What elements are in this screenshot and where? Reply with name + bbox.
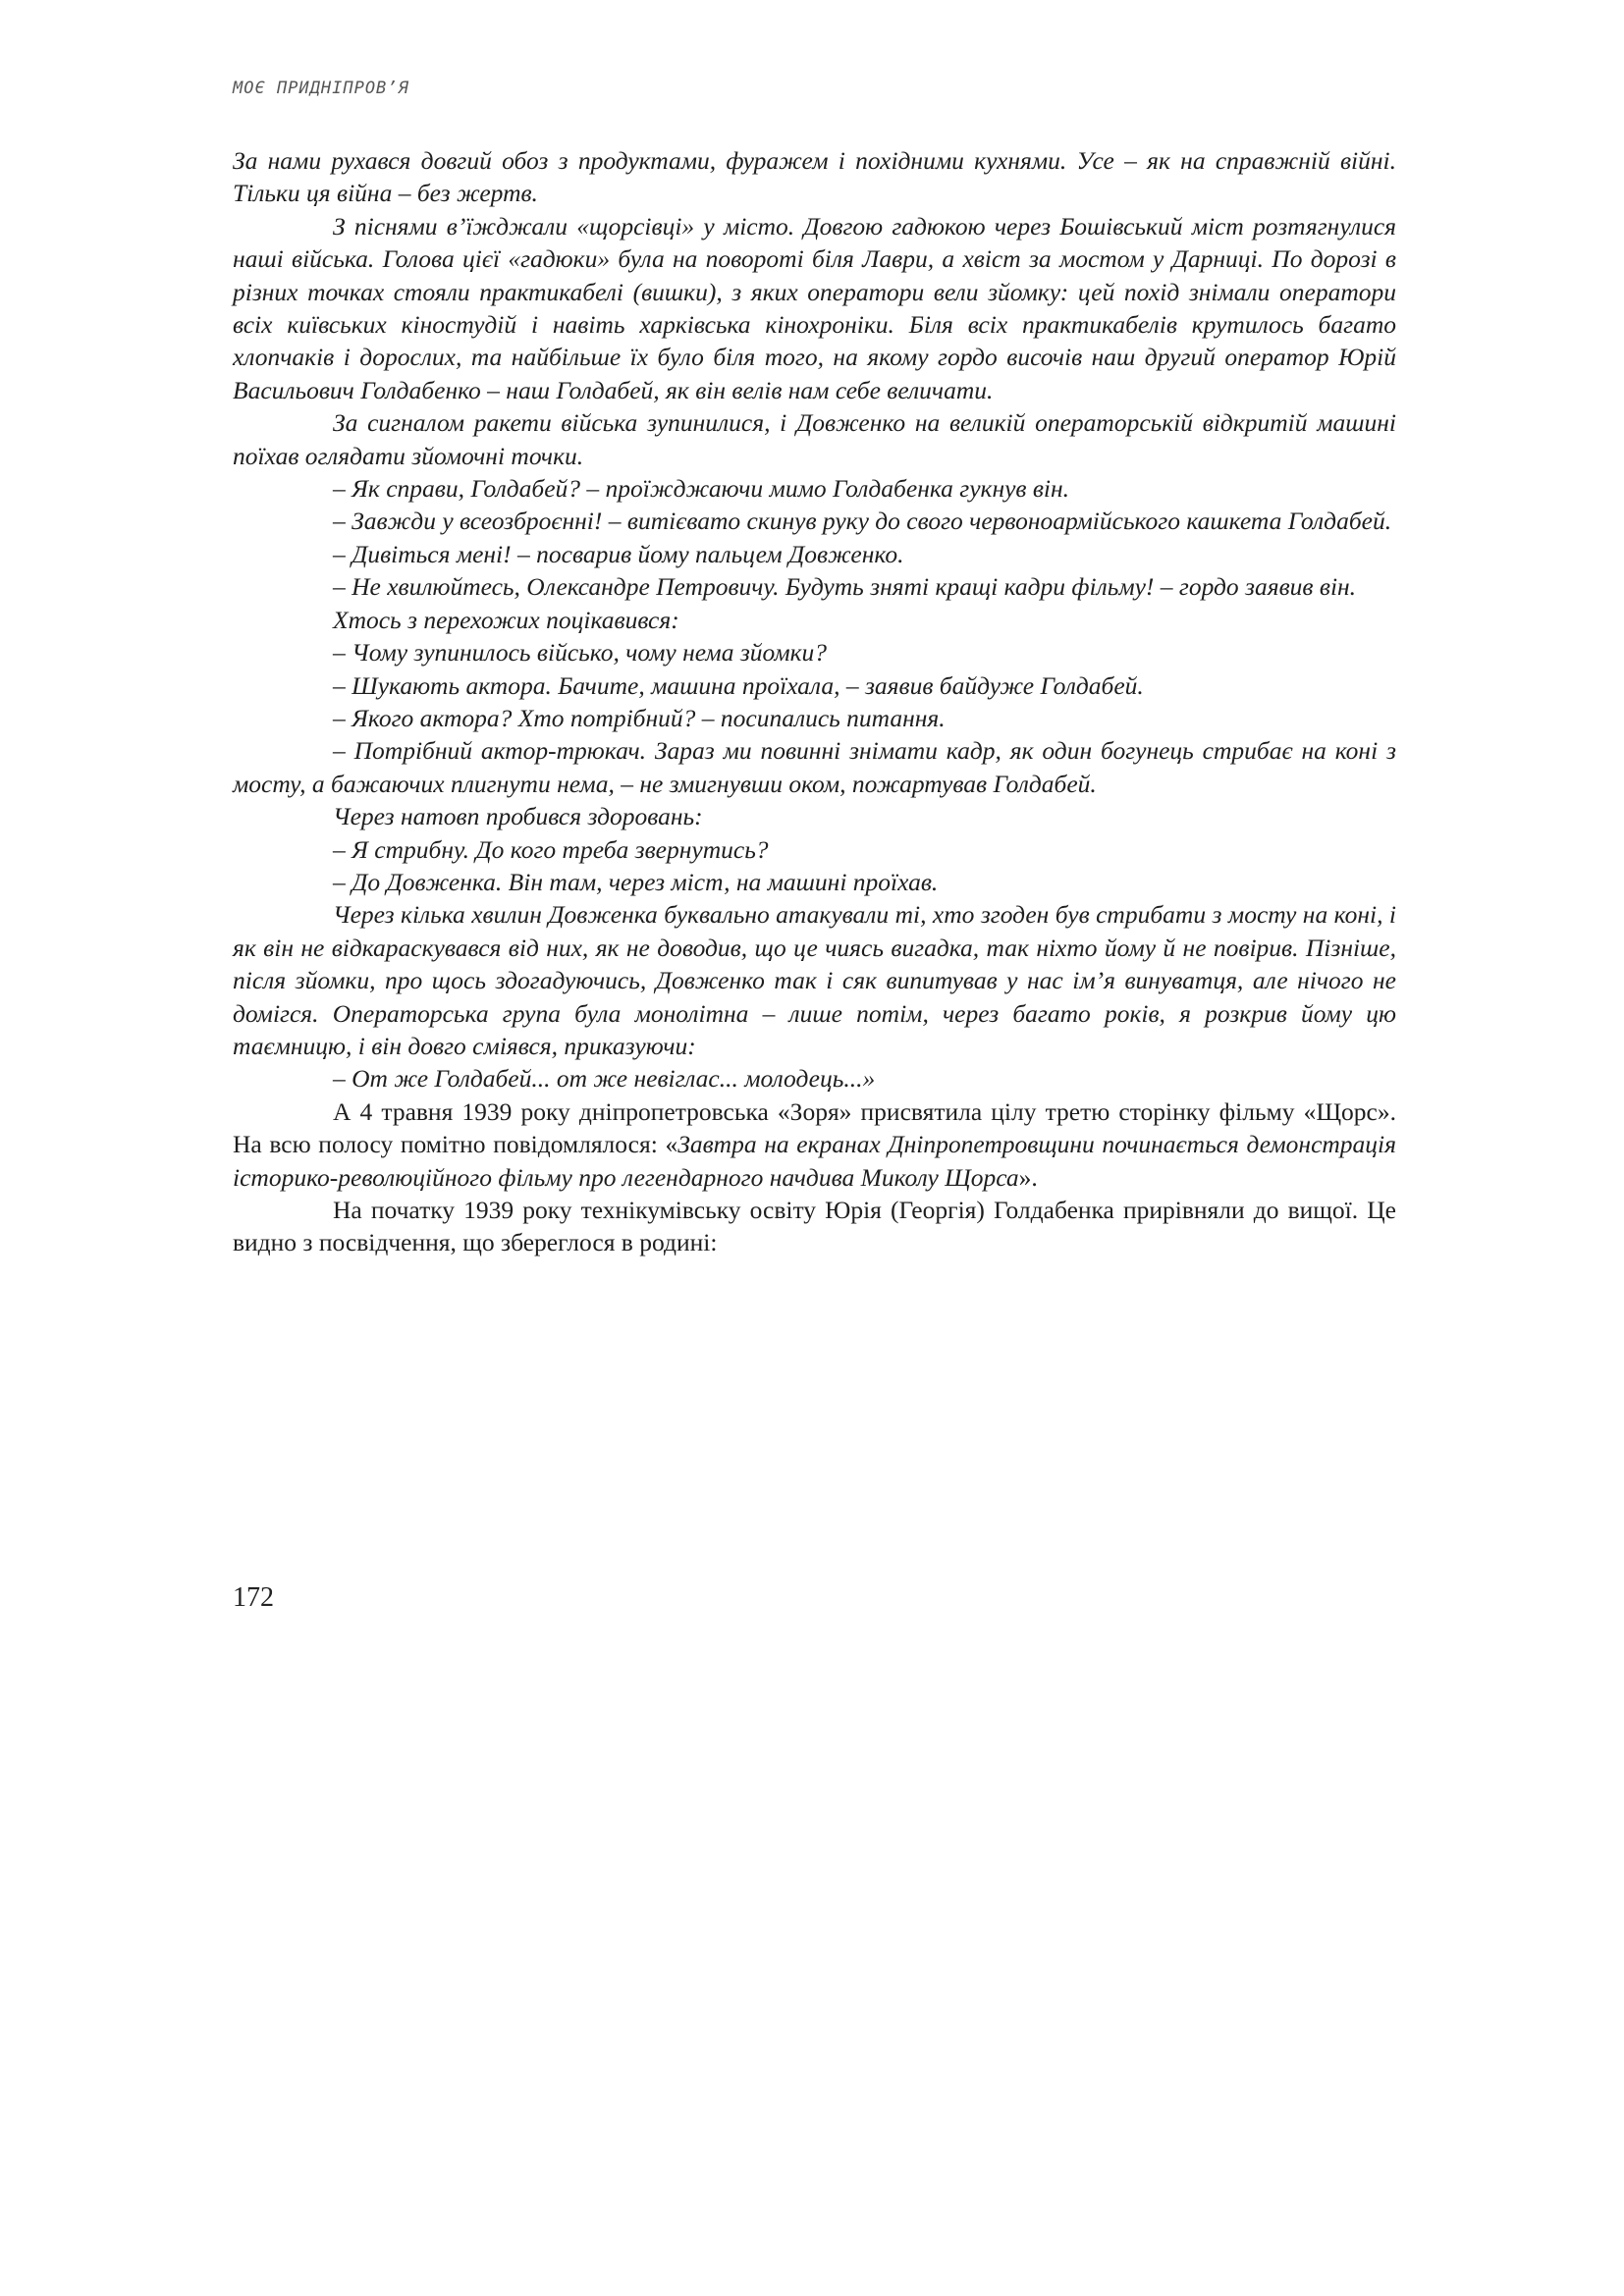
paragraph-text: – От же Голдабей... от же невіглас... молодець...» [333,1064,876,1094]
paragraph [233,570,1396,603]
paragraph-text: – Дивіться мені! – посварив йому пальцем Довженко. [333,539,904,568]
paragraph-text: – Потрібний актор-трюкач. Зараз ми повинні знімати кадр, як один богунець стрибає на коні з мосту, а бажаючих плигнути нема, – не змигнувши оком, пожартував Голдабей. [233,736,1396,798]
paragraph [233,669,1396,702]
body-text [233,144,1396,1259]
paragraph [233,505,1396,537]
paragraph [233,1062,1396,1095]
paragraph [233,472,1396,505]
paragraph-text: За нами рухався довгий обоз з продуктами, фуражем і похідними кухнями. Усе – як на справжній війні. Тільки ця війна – без жертв. [233,146,1396,208]
quoted-announcement: Завтра на екранах Дніпропетровщини починається демонстрація історико-революційного фільму про легендарного начдива Миколу Щорса [233,1130,1396,1192]
paragraph [233,636,1396,668]
paragraph [233,604,1396,636]
paragraph-text: – Чому зупинилось військо, чому нема зйомки? [333,638,828,667]
paragraph-text: – Завжди у всеозброєнні! – витієвато скинув руку до свого червоноармійського кашкета Голдабей. [333,507,1392,536]
paragraph [233,734,1396,800]
paragraph [233,406,1396,472]
paragraph-tail: ». [1018,1162,1038,1192]
paragraph [233,702,1396,734]
paragraph-text: Через кілька хвилин Довженка буквально атакували ті, хто згоден був стрибати з мосту на коні, і як він не відкараскувався від них, як не доводив, що це чиясь вигадка, так ніхто йому й не повірив. Пізніше, після зйомки, про щось здогадуючись, Довженко так і сяк випитував у нас ім’я винуватця, але нічого не домігся. Операторська група була монолітна – лише потім, через багато років, я розкрив йому цю таємницю, і він довго сміявся, приказуючи: [233,900,1396,1060]
paragraph-text: – Не хвилюйтесь, Олександре Петровичу. Будуть зняті кращі кадри фільму! – гордо заявив він. [333,572,1357,602]
paragraph [233,210,1396,406]
paragraph [233,866,1396,898]
paragraph-text: Через натовп пробився здоровань: [333,802,703,831]
paragraph-text: На початку 1939 року технікумівську освіту Юрія (Георгія) Голдабенка прирівняли до вищої. Це видно з посвідчення, що збереглося в родині: [233,1196,1396,1257]
paragraph-text: – Як справи, Голдабей? – проїжджаючи мимо Голдабенка гукнув він. [333,474,1070,504]
running-head: МОЄ ПРИДНІПРОВ’Я [233,79,409,98]
paragraph-text: – Якого актора? Хто потрібний? – посипались питання. [333,703,946,732]
paragraph-text: – Шукають актора. Бачите, машина проїхала, – заявив байдуже Голдабей. [333,670,1144,700]
paragraph [233,538,1396,570]
paragraph-text: А 4 травня 1939 року дніпропетровська «Зоря» присвятила цілу третю сторінку фільму «Щорс». На всю полосу помітно повідомлялося: « [233,1096,1396,1159]
paragraph [233,1095,1396,1194]
paragraph-text: – До Довженка. Він там, через міст, на машині проїхав. [333,867,939,896]
paragraph-text: – Я стрибну. До кого треба звернутись? [333,834,769,864]
paragraph-text: Хтось з перехожих поцікавився: [333,605,679,634]
paragraph-text: За сигналом ракети війська зупинилися, і Довженко на великій операторській відкритій машині поїхав оглядати зйомочні точки. [233,408,1396,470]
paragraph [233,144,1396,210]
page-number: 172 [233,1582,274,1613]
paragraph [233,898,1396,1062]
paragraph [233,833,1396,866]
paragraph [233,1194,1396,1259]
paragraph [233,800,1396,832]
paragraph-text: З піснями в’їжджали «щорсівці» у місто. Довгою гадюкою через Бошівський міст розтягнулися наші війська. Голова цієї «гадюки» була на повороті біля Лаври, а хвіст за мостом у Дарниці. По дорозі в різних точках стояли практикабелі (вишки), з яких оператори вели зйомку: цей похід знімали оператори всіх київських кіностудій і навіть харківська кінохроніки. Біля всіх практикабелів крутилось багато хлопчаків і дорослих, та найбільше їх було біля того, на якому гордо височів наш другий оператор Юрій Васильович Голдабенко – наш Голдабей, як він велів нам себе величати. [233,211,1396,404]
